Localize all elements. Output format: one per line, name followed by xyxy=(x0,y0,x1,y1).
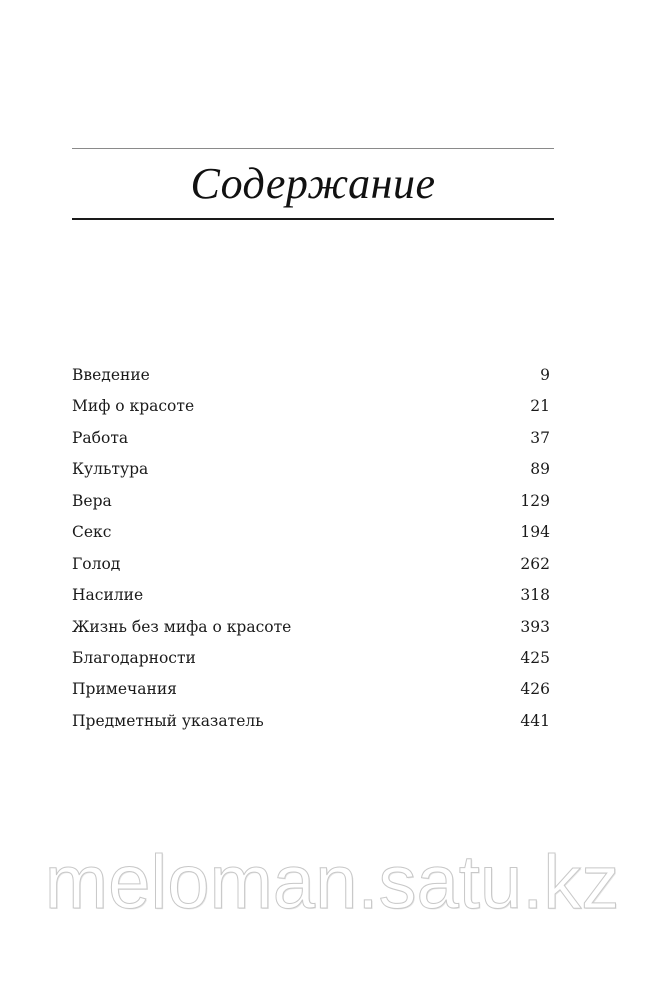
toc-entry-title: Насилие xyxy=(72,586,144,605)
toc-entry-page: 194 xyxy=(520,523,550,542)
toc-entry-index[interactable] xyxy=(72,707,550,738)
toc-entry-title: Миф о красоте xyxy=(72,397,195,416)
table-of-contents xyxy=(72,361,550,738)
toc-entry-culture[interactable] xyxy=(72,455,550,486)
toc-entry-title: Вера xyxy=(72,491,112,510)
toc-entry-page: 21 xyxy=(530,397,550,416)
toc-entry-page: 129 xyxy=(520,491,550,510)
toc-entry-title: Примечания xyxy=(72,680,177,699)
toc-entry-page: 89 xyxy=(530,460,550,479)
toc-entry-title: Благодарности xyxy=(72,648,196,667)
toc-entry-title: Работа xyxy=(72,428,129,447)
watermark: meloman.satu.kz xyxy=(44,840,620,925)
page-title: Содержание xyxy=(190,159,436,208)
toc-entry-beauty-myth[interactable] xyxy=(72,392,550,423)
toc-entry-page: 426 xyxy=(520,680,550,699)
toc-entry-violence[interactable] xyxy=(72,581,550,612)
toc-entry-introduction[interactable] xyxy=(72,361,550,392)
toc-entry-beyond-beauty-myth[interactable] xyxy=(72,613,550,644)
toc-entry-page: 425 xyxy=(520,648,550,667)
toc-entry-page: 9 xyxy=(540,366,550,384)
toc-entry-page: 262 xyxy=(520,554,550,573)
toc-entry-sex[interactable] xyxy=(72,518,550,549)
toc-entry-work[interactable] xyxy=(72,424,550,455)
toc-entry-hunger[interactable] xyxy=(72,550,550,581)
toc-entry-page: 318 xyxy=(520,586,550,605)
title-bottom-rule xyxy=(72,218,554,220)
toc-entry-acknowledgments[interactable] xyxy=(72,644,550,675)
toc-entry-page: 441 xyxy=(520,711,550,730)
toc-entry-title: Жизнь без мифа о красоте xyxy=(72,617,292,636)
toc-entry-page: 37 xyxy=(530,428,550,447)
toc-entry-title: Предметный указатель xyxy=(72,711,264,730)
toc-entry-title: Введение xyxy=(72,366,150,384)
toc-entry-religion[interactable] xyxy=(72,487,550,518)
toc-entry-title: Секс xyxy=(72,523,112,542)
title-top-rule xyxy=(72,148,554,149)
toc-entry-title: Голод xyxy=(72,554,121,573)
toc-entry-notes[interactable] xyxy=(72,675,550,706)
toc-entry-title: Культура xyxy=(72,460,149,479)
toc-entry-page: 393 xyxy=(520,617,550,636)
